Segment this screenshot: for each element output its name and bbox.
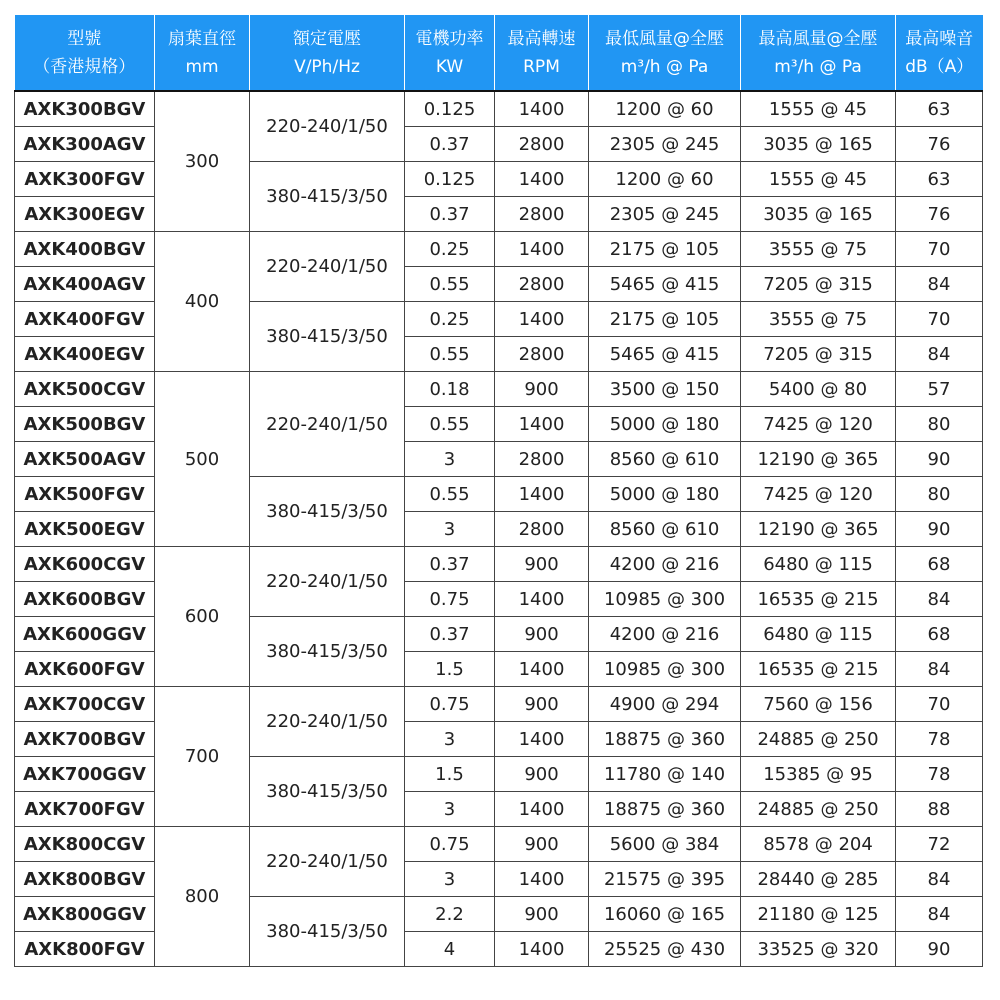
noise-cell: 78: [896, 722, 983, 757]
header-power: [405, 15, 495, 91]
power-cell: 0.37: [405, 197, 495, 232]
max-flow-cell: 3035 @ 165: [741, 197, 896, 232]
diameter-cell: 400: [155, 232, 250, 372]
power-cell: 0.55: [405, 337, 495, 372]
max-flow-cell: 5400 @ 80: [741, 372, 896, 407]
model-cell: AXK700FGV: [15, 792, 155, 827]
min-flow-cell: 18875 @ 360: [589, 722, 741, 757]
min-flow-cell: 5600 @ 384: [589, 827, 741, 862]
header-speed-unit: RPM: [523, 56, 560, 77]
model-cell: AXK400EGV: [15, 337, 155, 372]
noise-cell: 84: [896, 267, 983, 302]
min-flow-cell: 4200 @ 216: [589, 617, 741, 652]
min-flow-cell: 10985 @ 300: [589, 652, 741, 687]
speed-cell: 1400: [495, 932, 589, 967]
header-row: [15, 15, 983, 91]
model-cell: AXK400AGV: [15, 267, 155, 302]
noise-cell: 76: [896, 197, 983, 232]
speed-cell: 1400: [495, 582, 589, 617]
header-max-flow-unit: m³/h @ Pa: [774, 56, 862, 77]
max-flow-cell: 1555 @ 45: [741, 91, 896, 127]
power-cell: 0.25: [405, 232, 495, 267]
power-cell: 3: [405, 722, 495, 757]
power-cell: 0.75: [405, 827, 495, 862]
voltage-cell: 380-415/3/50: [250, 617, 405, 687]
power-cell: 0.55: [405, 267, 495, 302]
max-flow-cell: 12190 @ 365: [741, 512, 896, 547]
max-flow-cell: 3035 @ 165: [741, 127, 896, 162]
power-cell: 3: [405, 792, 495, 827]
header-min-flow: [589, 15, 741, 91]
max-flow-cell: 21180 @ 125: [741, 897, 896, 932]
speed-cell: 2800: [495, 267, 589, 302]
min-flow-cell: 5465 @ 415: [589, 267, 741, 302]
min-flow-cell: 11780 @ 140: [589, 757, 741, 792]
header-diameter-title: 扇葉直徑: [168, 28, 236, 49]
noise-cell: 84: [896, 582, 983, 617]
model-cell: AXK600CGV: [15, 547, 155, 582]
diameter-cell: 300: [155, 91, 250, 232]
max-flow-cell: 16535 @ 215: [741, 582, 896, 617]
noise-cell: 70: [896, 302, 983, 337]
noise-cell: 72: [896, 827, 983, 862]
speed-cell: 1400: [495, 652, 589, 687]
table-body: [15, 91, 983, 967]
header-model-sub: （香港規格）: [33, 56, 136, 77]
max-flow-cell: 8578 @ 204: [741, 827, 896, 862]
max-flow-cell: 7205 @ 315: [741, 267, 896, 302]
header-model-title: 型號: [67, 28, 102, 49]
power-cell: 3: [405, 512, 495, 547]
power-cell: 0.37: [405, 127, 495, 162]
speed-cell: 2800: [495, 442, 589, 477]
header-noise-title: 最高噪音: [905, 28, 974, 49]
max-flow-cell: 6480 @ 115: [741, 547, 896, 582]
speed-cell: 900: [495, 827, 589, 862]
min-flow-cell: 8560 @ 610: [589, 442, 741, 477]
noise-cell: 90: [896, 512, 983, 547]
model-cell: AXK500EGV: [15, 512, 155, 547]
speed-cell: 900: [495, 897, 589, 932]
power-cell: 0.55: [405, 477, 495, 512]
voltage-cell: 220-240/1/50: [250, 827, 405, 897]
table-row: [15, 827, 983, 862]
max-flow-cell: 7425 @ 120: [741, 407, 896, 442]
header-voltage-unit: V/Ph/Hz: [294, 56, 360, 77]
voltage-cell: 380-415/3/50: [250, 897, 405, 967]
max-flow-cell: 28440 @ 285: [741, 862, 896, 897]
power-cell: 0.25: [405, 302, 495, 337]
noise-cell: 80: [896, 477, 983, 512]
power-cell: 0.75: [405, 687, 495, 722]
model-cell: AXK500FGV: [15, 477, 155, 512]
min-flow-cell: 25525 @ 430: [589, 932, 741, 967]
noise-cell: 70: [896, 232, 983, 267]
speed-cell: 1400: [495, 302, 589, 337]
fan-spec-table: [14, 15, 983, 967]
max-flow-cell: 24885 @ 250: [741, 722, 896, 757]
voltage-cell: 220-240/1/50: [250, 372, 405, 477]
noise-cell: 88: [896, 792, 983, 827]
header-min-flow-title: 最低風量@全壓: [605, 28, 724, 49]
speed-cell: 2800: [495, 197, 589, 232]
noise-cell: 84: [896, 337, 983, 372]
diameter-cell: 800: [155, 827, 250, 967]
speed-cell: 1400: [495, 91, 589, 127]
noise-cell: 76: [896, 127, 983, 162]
noise-cell: 68: [896, 547, 983, 582]
header-diameter: [155, 15, 250, 91]
max-flow-cell: 3555 @ 75: [741, 232, 896, 267]
min-flow-cell: 2305 @ 245: [589, 197, 741, 232]
power-cell: 0.125: [405, 91, 495, 127]
voltage-cell: 220-240/1/50: [250, 232, 405, 302]
min-flow-cell: 10985 @ 300: [589, 582, 741, 617]
header-voltage-title: 額定電壓: [293, 28, 361, 49]
voltage-cell: 380-415/3/50: [250, 477, 405, 547]
model-cell: AXK700BGV: [15, 722, 155, 757]
spec-table-container: [14, 15, 982, 967]
max-flow-cell: 1555 @ 45: [741, 162, 896, 197]
noise-cell: 57: [896, 372, 983, 407]
max-flow-cell: 7425 @ 120: [741, 477, 896, 512]
max-flow-cell: 3555 @ 75: [741, 302, 896, 337]
power-cell: 0.37: [405, 547, 495, 582]
max-flow-cell: 7205 @ 315: [741, 337, 896, 372]
diameter-cell: 500: [155, 372, 250, 547]
min-flow-cell: 3500 @ 150: [589, 372, 741, 407]
header-voltage: [250, 15, 405, 91]
power-cell: 0.125: [405, 162, 495, 197]
table-header: [15, 15, 983, 91]
noise-cell: 78: [896, 757, 983, 792]
header-noise-unit: dB（A）: [905, 56, 974, 77]
diameter-cell: 600: [155, 547, 250, 687]
header-min-flow-unit: m³/h @ Pa: [620, 56, 709, 77]
voltage-cell: 380-415/3/50: [250, 162, 405, 232]
diameter-cell: 700: [155, 687, 250, 827]
model-cell: AXK300EGV: [15, 197, 155, 232]
model-cell: AXK400BGV: [15, 232, 155, 267]
speed-cell: 1400: [495, 792, 589, 827]
model-cell: AXK800BGV: [15, 862, 155, 897]
power-cell: 1.5: [405, 757, 495, 792]
max-flow-cell: 33525 @ 320: [741, 932, 896, 967]
model-cell: AXK400FGV: [15, 302, 155, 337]
max-flow-cell: 16535 @ 215: [741, 652, 896, 687]
speed-cell: 1400: [495, 477, 589, 512]
noise-cell: 63: [896, 162, 983, 197]
model-cell: AXK700GGV: [15, 757, 155, 792]
header-model: [15, 15, 155, 91]
header-speed: [495, 15, 589, 91]
min-flow-cell: 1200 @ 60: [589, 91, 741, 127]
power-cell: 4: [405, 932, 495, 967]
max-flow-cell: 24885 @ 250: [741, 792, 896, 827]
noise-cell: 68: [896, 617, 983, 652]
noise-cell: 90: [896, 442, 983, 477]
min-flow-cell: 2175 @ 105: [589, 302, 741, 337]
min-flow-cell: 2175 @ 105: [589, 232, 741, 267]
table-row: [15, 372, 983, 407]
speed-cell: 1400: [495, 162, 589, 197]
model-cell: AXK800GGV: [15, 897, 155, 932]
min-flow-cell: 2305 @ 245: [589, 127, 741, 162]
speed-cell: 900: [495, 547, 589, 582]
min-flow-cell: 8560 @ 610: [589, 512, 741, 547]
speed-cell: 2800: [495, 337, 589, 372]
speed-cell: 1400: [495, 407, 589, 442]
noise-cell: 70: [896, 687, 983, 722]
header-max-flow: [741, 15, 896, 91]
speed-cell: 900: [495, 372, 589, 407]
min-flow-cell: 1200 @ 60: [589, 162, 741, 197]
max-flow-cell: 15385 @ 95: [741, 757, 896, 792]
speed-cell: 900: [495, 687, 589, 722]
table-row: [15, 547, 983, 582]
noise-cell: 80: [896, 407, 983, 442]
speed-cell: 1400: [495, 232, 589, 267]
table-row: [15, 687, 983, 722]
power-cell: 0.55: [405, 407, 495, 442]
model-cell: AXK600GGV: [15, 617, 155, 652]
min-flow-cell: 4900 @ 294: [589, 687, 741, 722]
min-flow-cell: 4200 @ 216: [589, 547, 741, 582]
max-flow-cell: 7560 @ 156: [741, 687, 896, 722]
model-cell: AXK800CGV: [15, 827, 155, 862]
speed-cell: 900: [495, 617, 589, 652]
power-cell: 0.18: [405, 372, 495, 407]
speed-cell: 2800: [495, 127, 589, 162]
min-flow-cell: 5000 @ 180: [589, 407, 741, 442]
table-row: [15, 91, 983, 127]
min-flow-cell: 16060 @ 165: [589, 897, 741, 932]
model-cell: AXK800FGV: [15, 932, 155, 967]
power-cell: 3: [405, 442, 495, 477]
model-cell: AXK700CGV: [15, 687, 155, 722]
speed-cell: 1400: [495, 862, 589, 897]
speed-cell: 900: [495, 757, 589, 792]
power-cell: 1.5: [405, 652, 495, 687]
noise-cell: 84: [896, 897, 983, 932]
model-cell: AXK300FGV: [15, 162, 155, 197]
min-flow-cell: 5000 @ 180: [589, 477, 741, 512]
power-cell: 3: [405, 862, 495, 897]
table-row: [15, 232, 983, 267]
model-cell: AXK600BGV: [15, 582, 155, 617]
voltage-cell: 220-240/1/50: [250, 547, 405, 617]
model-cell: AXK500AGV: [15, 442, 155, 477]
max-flow-cell: 12190 @ 365: [741, 442, 896, 477]
voltage-cell: 380-415/3/50: [250, 757, 405, 827]
header-noise: [896, 15, 983, 91]
power-cell: 0.75: [405, 582, 495, 617]
voltage-cell: 380-415/3/50: [250, 302, 405, 372]
model-cell: AXK500BGV: [15, 407, 155, 442]
noise-cell: 63: [896, 91, 983, 127]
power-cell: 2.2: [405, 897, 495, 932]
noise-cell: 90: [896, 932, 983, 967]
header-max-flow-title: 最高風量@全壓: [758, 28, 878, 49]
model-cell: AXK500CGV: [15, 372, 155, 407]
header-power-unit: KW: [435, 56, 464, 77]
noise-cell: 84: [896, 652, 983, 687]
header-speed-title: 最高轉速: [507, 28, 576, 49]
voltage-cell: 220-240/1/50: [250, 687, 405, 757]
model-cell: AXK300AGV: [15, 127, 155, 162]
power-cell: 0.37: [405, 617, 495, 652]
model-cell: AXK600FGV: [15, 652, 155, 687]
noise-cell: 84: [896, 862, 983, 897]
speed-cell: 2800: [495, 512, 589, 547]
min-flow-cell: 18875 @ 360: [589, 792, 741, 827]
model-cell: AXK300BGV: [15, 91, 155, 127]
max-flow-cell: 6480 @ 115: [741, 617, 896, 652]
min-flow-cell: 5465 @ 415: [589, 337, 741, 372]
header-power-title: 電機功率: [415, 28, 484, 49]
voltage-cell: 220-240/1/50: [250, 91, 405, 162]
speed-cell: 1400: [495, 722, 589, 757]
min-flow-cell: 21575 @ 395: [589, 862, 741, 897]
header-diameter-unit: mm: [185, 56, 219, 77]
